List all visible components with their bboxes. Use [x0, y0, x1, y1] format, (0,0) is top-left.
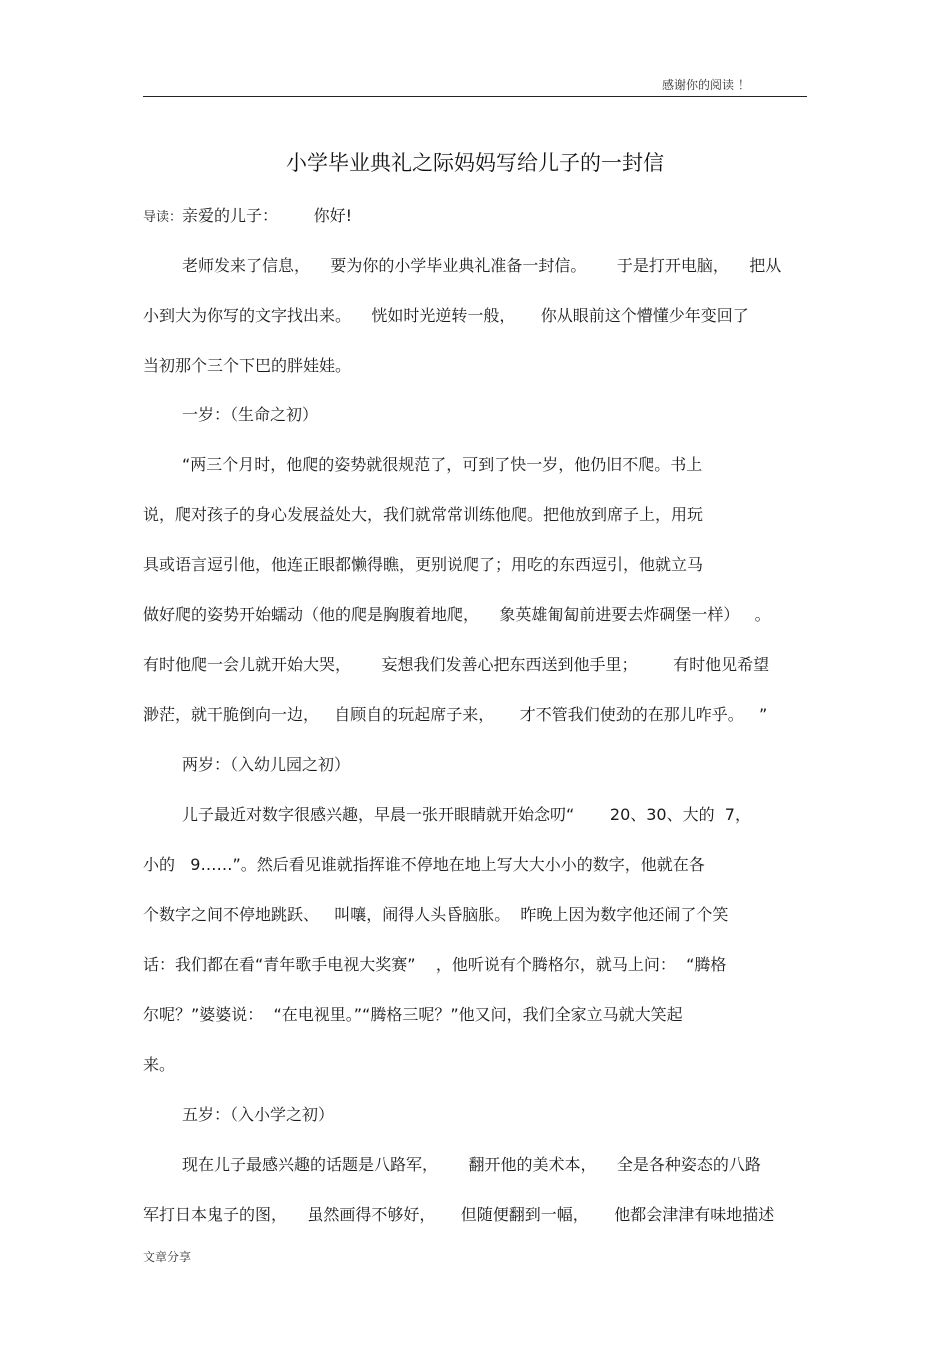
page-footer: 文章分享 — [143, 1250, 192, 1264]
section-heading-1: 一岁：（生命之初） — [182, 405, 319, 424]
body-line-17: 军打日本鬼子的图， 虽然画得不够好， 但随便翻到一幅， 他都会津津有味地描述 — [143, 1205, 775, 1224]
body-line-15: 来。 — [143, 1055, 176, 1074]
body-line-10: 儿子最近对数字很感兴趣，早晨一张开眼睛就开始念叨“ 20、30、大的 7， — [182, 805, 751, 824]
section-heading-3: 五岁：（入小学之初） — [182, 1105, 335, 1124]
intro-label: 导读： — [143, 210, 183, 225]
body-line-11: 小的 9……”。然后看见谁就指挥谁不停地在地上写大大小小的数字，他就在各 — [143, 855, 705, 874]
body-line-8: 有时他爬一会儿就开始大哭， 妄想我们发善心把东西送到他手里； 有时他见希望 — [143, 655, 770, 674]
body-line-12: 个数字之间不停地跳跃、 叫嚷，闹得人头昏脑胀。 昨晚上因为数字他还闹了个笑 — [143, 905, 729, 924]
body-line-1: 老师发来了信息， 要为你的小学毕业典礼准备一封信。 于是打开电脑， 把从 — [182, 256, 782, 275]
page-title: 小学毕业典礼之际妈妈写给儿子的一封信 — [286, 151, 664, 175]
section-heading-2: 两岁：（入幼儿园之初） — [182, 755, 351, 774]
body-line-6: 具或语言逗引他，他连正眼都懒得瞧，更别说爬了；用吃的东西逗引，他就立马 — [143, 555, 704, 574]
header-text: 感谢你的阅读 ！ — [662, 78, 750, 92]
body-line-14: 尔呢？”婆婆说： “在电视里。”“腾格三呢？”他又问，我们全家立马就大笑起 — [143, 1005, 683, 1024]
body-line-5: 说，爬对孩子的身心发展益处大，我们就常常训练他爬。把他放到席子上，用玩 — [143, 505, 704, 524]
body-line-4: “两三个月时，他爬的姿势就很规范了，可到了快一岁，他仍旧不爬。书上 — [182, 455, 703, 474]
body-line-13: 话：我们都在看“青年歌手电视大奖赛” ，他听说有个腾格尔，就马上问： “腾格 — [143, 955, 727, 974]
intro-line — [143, 206, 352, 228]
body-line-7: 做好爬的姿势开始蠕动（他的爬是胸腹着地爬， 象英雄匍匐前进要去炸碉堡一样） 。 — [143, 605, 771, 624]
header-divider — [143, 96, 807, 97]
body-line-16: 现在儿子最感兴趣的话题是八路军， 翻开他的美术本， 全是各种姿态的八路 — [182, 1155, 761, 1174]
body-line-9: 渺茫，就干脆倒向一边， 自顾自的玩起席子来， 才不管我们使劲的在那儿咋乎。 ” — [143, 705, 768, 724]
body-line-3: 当初那个三个下巴的胖娃娃。 — [143, 356, 352, 375]
intro-text: 亲爱的儿子： 你好! — [182, 206, 353, 225]
body-line-2: 小到大为你写的文字找出来。 恍如时光逆转一般， 你从眼前这个懵懂少年变回了 — [143, 306, 749, 325]
